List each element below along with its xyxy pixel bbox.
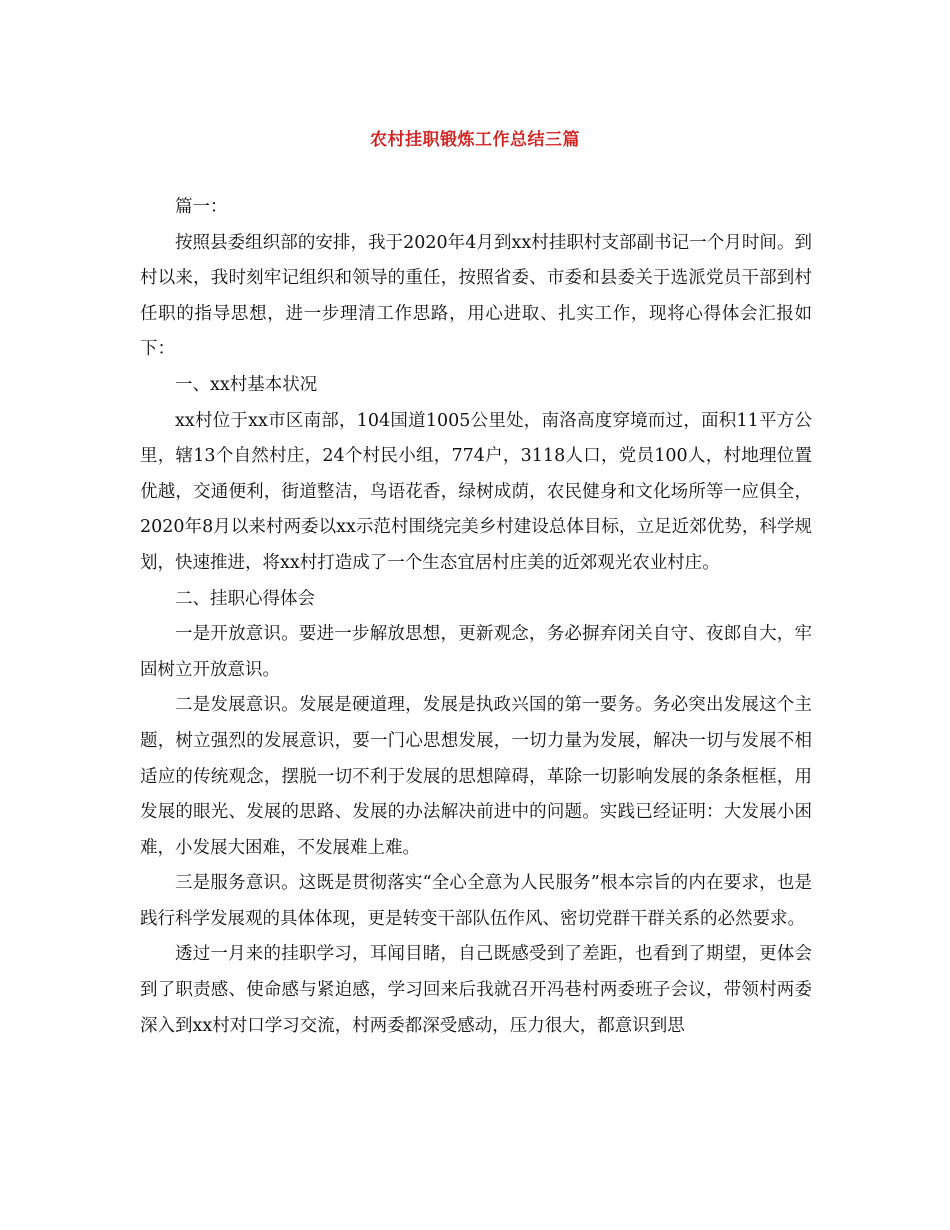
paragraph-reflection: 透过一月来的挂职学习，耳闻目睹，自己既感受到了差距，也看到了期望，更体会到了职责感、使命感与紧迫感，学习回来后我就召开冯巷村两委班子会议，带领村两委深入到xx村对口学习交流，村两委都深受感动，压力很大，都意识到思 xyxy=(140,944,812,1036)
paragraph-development: 二是发展意识。发展是硬道理，发展是执政兴国的第一要务。务必突出发展这个主题，树立强烈的发展意识，要一门心思想发展，一切力量为发展，解决一切与发展不相适应的传统观念，摆脱一切不利于发展的思想障碍，革除一切影响发展的条条框框，用发展的眼光、发展的思路、发展的办法解决前进中的问题。实践已经证明：大发展小困难，小发展大困难，不发展难上难。 xyxy=(140,695,812,858)
paragraph-village-status: xx村位于xx市区南部，104国道1005公里处，南洛高度穿境而过，面积11平方公里，辖13个自然村庄，24个村民小组，774户，3118人口，党员100人，村地理位置优越，交通便利，街道整洁，鸟语花香，绿树成荫，农民健身和文化场所等一应俱全，2020年8月以来村两委以xx示范村围绕完美乡村建设总体目标，立足近郊优势，科学规划，快速推进，将xx村打造成了一个生态宜居村庄美的近郊观光农业村庄。 xyxy=(140,410,812,573)
heading-village-status: 一、xx村基本状况 xyxy=(175,374,318,395)
paragraph-intro: 按照县委组织部的安排，我于2020年4月到xx村挂职村支部副书记一个月时间。到村以来，我时刻牢记组织和领导的重任，按照省委、市委和县委关于选派党员干部到村任职的指导思想，进一步理清工作思路，用心进取、扎实工作，现将心得体会汇报如下： xyxy=(140,232,812,360)
paragraph-section-label: 篇一： xyxy=(175,197,228,217)
document-title: 农村挂职锻炼工作总结三篇 xyxy=(370,130,580,150)
paragraph-openness: 一是开放意识。要进一步解放思想，更新观念，务必摒弃闭关自守、夜郎自大，牢固树立开放意识。 xyxy=(140,624,812,680)
document-body xyxy=(140,190,812,1044)
heading-experience: 二、挂职心得体会 xyxy=(175,588,315,609)
paragraph-service: 三是服务意识。这既是贯彻落实“全心全意为人民服务”根本宗旨的内在要求，也是践行科学发展观的具体体现，更是转变干部队伍作风、密切党群干群关系的必然要求。 xyxy=(140,873,812,929)
